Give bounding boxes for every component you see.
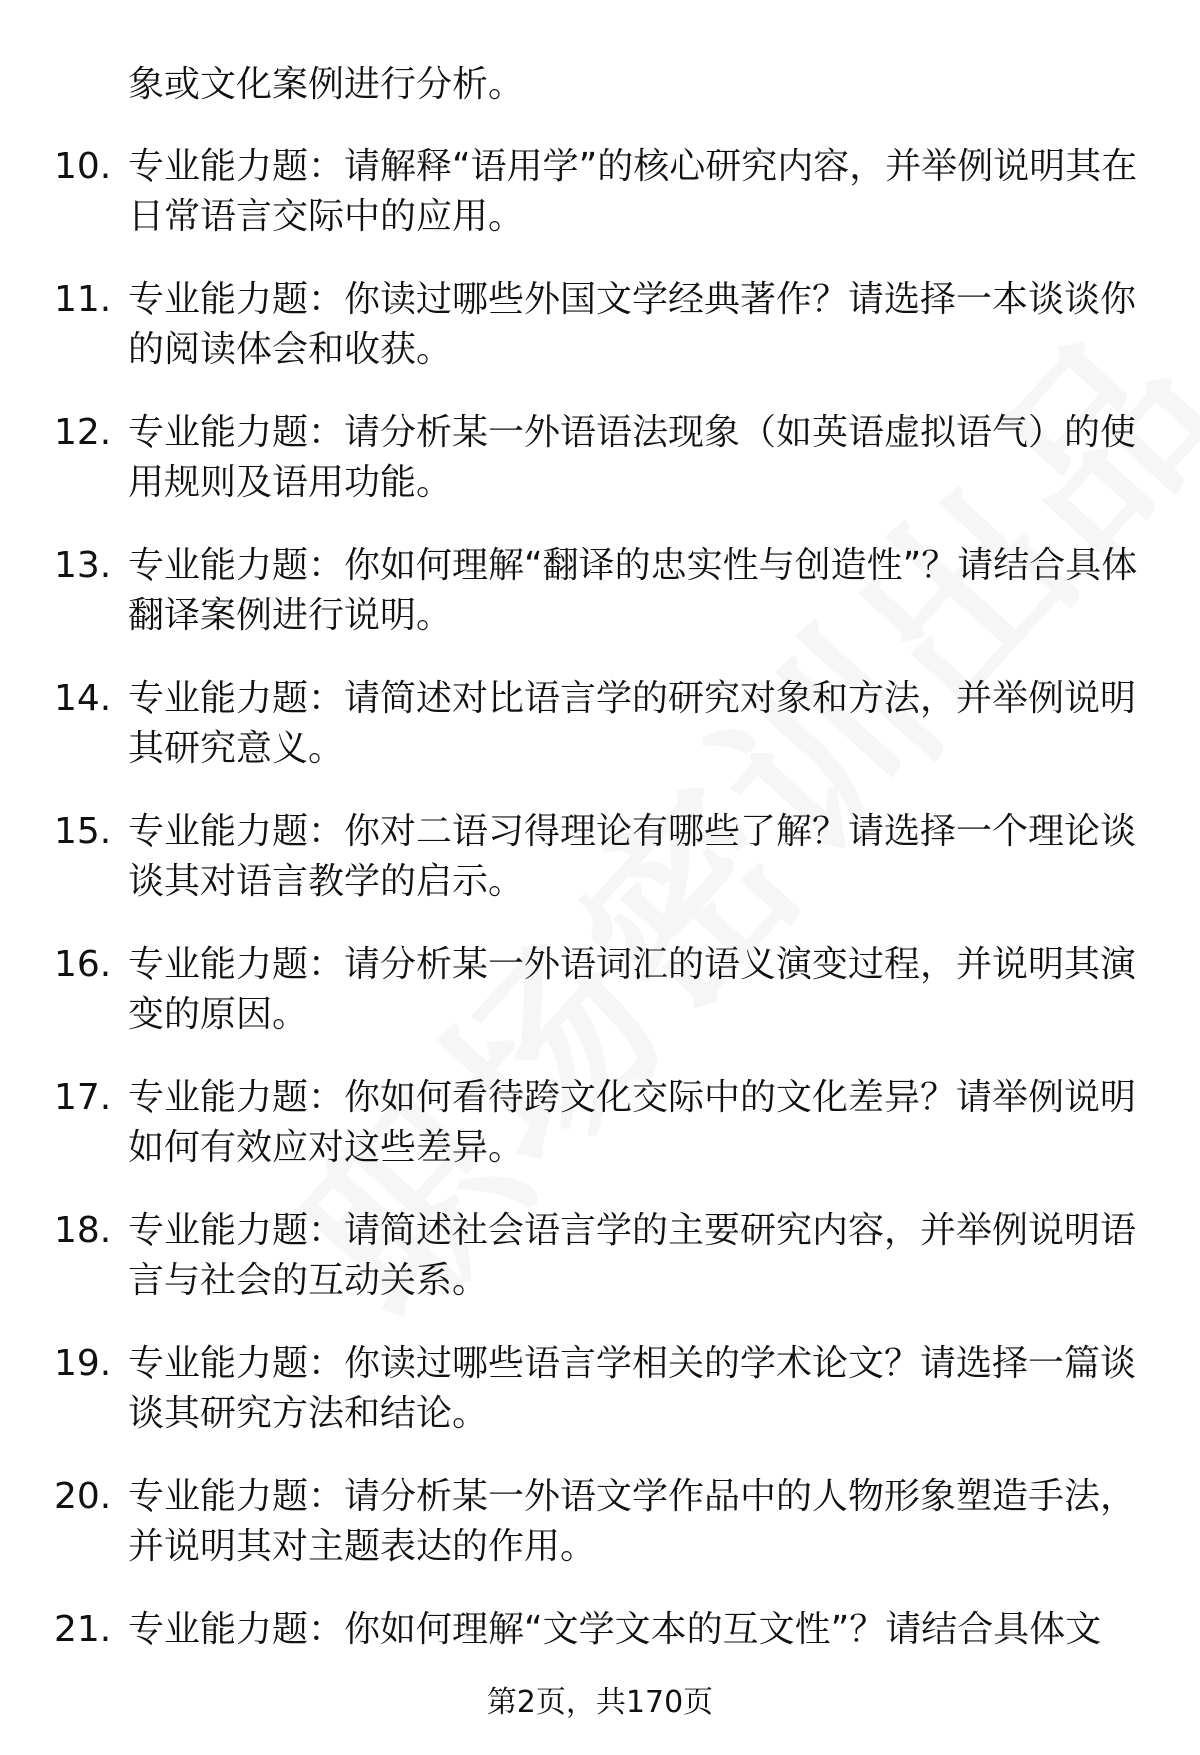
item-number: 14. [54, 678, 112, 719]
continued-text: 象或文化案例进行分析。 [128, 64, 525, 105]
list-item [0, 408, 1200, 541]
item-text: 专业能力题：你如何看待跨文化交际中的文化差异？请举例说明如何有效应对这些差异。 [128, 1077, 1137, 1168]
list-item [0, 674, 1200, 807]
item-number: 15. [54, 811, 112, 852]
item-number: 13. [54, 545, 112, 586]
list-item [0, 142, 1200, 275]
item-number: 21. [54, 1609, 112, 1650]
item-text: 专业能力题：你如何理解“翻译的忠实性与创造性”？请结合具体翻译案例进行说明。 [128, 545, 1138, 636]
item-text: 专业能力题：请简述对比语言学的研究对象和方法，并举例说明其研究意义。 [128, 678, 1137, 769]
item-text: 专业能力题：你对二语习得理论有哪些了解？请选择一个理论谈谈其对语言教学的启示。 [128, 811, 1137, 902]
list-item [0, 541, 1200, 674]
question-list [0, 142, 1200, 1738]
list-item [0, 1206, 1200, 1339]
item-text: 专业能力题：请简述社会语言学的主要研究内容，并举例说明语言与社会的互动关系。 [128, 1210, 1137, 1301]
item-number: 11. [54, 279, 112, 320]
item-number: 16. [54, 944, 112, 985]
item-number: 19. [54, 1343, 112, 1384]
item-number: 17. [54, 1077, 112, 1118]
list-item [0, 1073, 1200, 1206]
item-text: 专业能力题：你读过哪些外国文学经典著作？请选择一本谈谈你的阅读体会和收获。 [128, 279, 1137, 370]
item-text: 专业能力题：你如何理解“文学文本的互文性”？请结合具体文 [128, 1609, 1102, 1650]
item-text: 专业能力题：请解释“语用学”的核心研究内容，并举例说明其在日常语言交际中的应用。 [128, 146, 1138, 237]
list-item [0, 275, 1200, 408]
list-item [0, 807, 1200, 940]
item-text: 专业能力题：请分析某一外语文学作品中的人物形象塑造手法，并说明其对主题表达的作用。 [128, 1476, 1137, 1567]
list-item [0, 940, 1200, 1073]
item-number: 18. [54, 1210, 112, 1251]
list-item [0, 1472, 1200, 1605]
list-item [0, 1339, 1200, 1472]
item-text: 专业能力题：请分析某一外语语法现象（如英语虚拟语气）的使用规则及语用功能。 [128, 412, 1137, 503]
item-number: 12. [54, 412, 112, 453]
page-footer: 第2页，共170页 [486, 1685, 714, 1720]
item-number: 20. [54, 1476, 112, 1517]
item-text: 专业能力题：你读过哪些语言学相关的学术论文？请选择一篇谈谈其研究方法和结论。 [128, 1343, 1137, 1434]
item-number: 10. [54, 146, 112, 187]
item-text: 专业能力题：请分析某一外语词汇的语义演变过程，并说明其演变的原因。 [128, 944, 1137, 1035]
